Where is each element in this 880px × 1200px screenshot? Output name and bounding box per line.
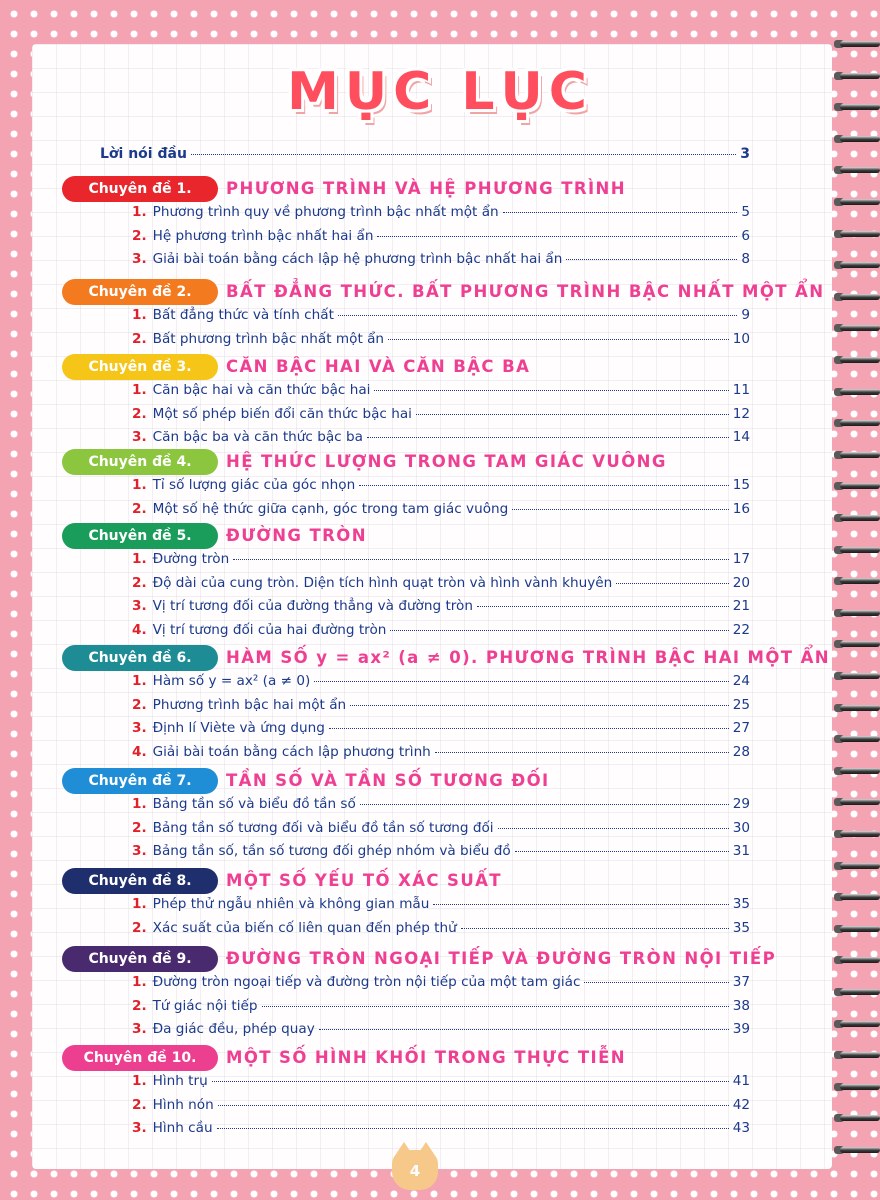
toc-entry[interactable] [132, 720, 750, 742]
toc-entry[interactable] [132, 896, 750, 918]
wire-coil [840, 389, 880, 395]
entry-number: 3. [132, 1120, 147, 1136]
entry-number: 2. [132, 696, 147, 713]
entry-page: 15 [732, 477, 750, 493]
page-title: MỤC LỤC [287, 62, 593, 122]
spiral-ring [834, 386, 880, 398]
entry-page: 27 [732, 720, 750, 736]
spiral-ring [834, 322, 880, 334]
entry-text: Phương trình bậc hai một ẩn [152, 696, 347, 713]
dot-leader [217, 1128, 729, 1129]
entry-page: 43 [732, 1120, 750, 1136]
entry-number: 1. [132, 551, 147, 567]
dot-leader [433, 904, 728, 905]
spiral-ring [834, 1144, 880, 1156]
spiral-ring [834, 923, 880, 935]
toc-entry[interactable] [132, 1021, 750, 1043]
dot-leader [461, 928, 729, 929]
dot-leader [512, 509, 728, 510]
dot-leader [477, 606, 729, 607]
entry-text: Phép thử ngẫu nhiên và không gian mẫu [152, 896, 430, 912]
entry-number: 2. [132, 819, 147, 836]
entry-number: 2. [132, 997, 147, 1014]
spiral-ring [834, 986, 880, 998]
wire-coil [840, 41, 880, 47]
entry-text: Một số hệ thức giữa cạnh, góc trong tam giác vuông [152, 500, 509, 517]
dot-leader [584, 982, 728, 983]
entry-page: 24 [732, 673, 750, 689]
entry-page: 8 [741, 251, 750, 267]
spiral-ring [834, 480, 880, 492]
toc-entry[interactable] [132, 673, 750, 695]
wire-coil [840, 199, 880, 205]
dot-leader [233, 559, 728, 560]
entry-text: Tứ giác nội tiếp [152, 997, 258, 1014]
wire-coil [840, 357, 880, 363]
toc-entry[interactable] [132, 429, 750, 451]
toc-entry[interactable] [132, 598, 750, 620]
wire-coil [840, 894, 880, 900]
entry-number: 1. [132, 673, 147, 689]
entry-page: 17 [732, 551, 750, 567]
spiral-ring [834, 354, 880, 366]
topic-label-pill[interactable]: Chuyên đề 7. [62, 768, 218, 794]
entry-number: 3. [132, 843, 147, 859]
dot-leader [314, 681, 728, 682]
wire-coil [840, 989, 880, 995]
wire-coil [840, 1052, 880, 1058]
spiral-ring [834, 259, 880, 271]
topic-title: BẤT ĐẲNG THỨC. BẤT PHƯƠNG TRÌNH BẬC NHẤT MỘT ẨN [226, 282, 825, 301]
spiral-ring [834, 828, 880, 840]
spiral-ring [834, 228, 880, 240]
entry-page: 37 [732, 974, 750, 990]
dot-leader [377, 236, 737, 237]
toc-entry[interactable] [132, 622, 750, 644]
dot-leader [218, 1105, 729, 1106]
entry-page: 9 [741, 307, 750, 323]
toc-entry[interactable] [132, 204, 750, 226]
entry-text: Vị trí tương đối của hai đường tròn [152, 621, 387, 638]
toc-entry[interactable] [132, 697, 750, 719]
toc-entry[interactable] [132, 382, 750, 404]
wire-coil [840, 1084, 880, 1090]
spiral-ring [834, 544, 880, 556]
entry-page: 39 [732, 1021, 750, 1037]
entry-text: Đường tròn ngoại tiếp và đường tròn nội tiếp của một tam giác [152, 974, 581, 990]
entry-page: 22 [732, 621, 750, 638]
toc-entry[interactable] [132, 575, 750, 597]
topic-title: ĐƯỜNG TRÒN [226, 526, 367, 545]
entry-number: 2. [132, 500, 147, 517]
entry-text: Hàm số y = ax² (a ≠ 0) [152, 673, 311, 689]
dot-leader [416, 414, 729, 415]
entry-text: Giải bài toán bằng cách lập hệ phương trình bậc nhất hai ẩn [152, 251, 563, 267]
preface-page: 3 [740, 146, 750, 162]
entry-page: 28 [732, 743, 750, 760]
dot-leader [616, 583, 728, 584]
entry-page: 6 [741, 227, 750, 244]
wire-coil [840, 673, 880, 679]
spiral-ring [834, 575, 880, 587]
topic-label-pill[interactable]: Chuyên đề 8. [62, 868, 218, 894]
entry-page: 30 [732, 819, 750, 836]
spiral-ring [834, 1049, 880, 1061]
topic-title: MỘT SỐ YẾU TỐ XÁC SUẤT [226, 871, 502, 890]
spiral-ring [834, 954, 880, 966]
wire-coil [840, 799, 880, 805]
toc-entry[interactable] [132, 551, 750, 573]
topic-label-pill[interactable]: Chuyên đề 1. [62, 176, 218, 202]
entry-text: Bất phương trình bậc nhất một ẩn [152, 330, 385, 347]
entry-text: Bảng tần số tương đối và biểu đồ tần số tương đối [152, 819, 494, 836]
dot-leader [262, 1006, 729, 1007]
entry-number: 1. [132, 382, 147, 398]
spiral-ring [834, 133, 880, 145]
entry-page: 11 [732, 382, 750, 398]
wire-coil [840, 705, 880, 711]
toc-entry[interactable] [132, 974, 750, 996]
spiral-ring [834, 638, 880, 650]
entry-number: 1. [132, 896, 147, 912]
entry-number: 3. [132, 1021, 147, 1037]
spiral-ring [834, 1112, 880, 1124]
dot-leader [191, 154, 736, 155]
spiral-ring [834, 733, 880, 745]
spiral-ring [834, 765, 880, 777]
entry-number: 2. [132, 405, 147, 422]
entry-number: 2. [132, 330, 147, 347]
spiral-ring [834, 891, 880, 903]
wire-coil [840, 736, 880, 742]
wire-coil [840, 641, 880, 647]
entry-number: 4. [132, 743, 147, 760]
entry-page: 29 [732, 796, 750, 812]
spiral-ring [834, 164, 880, 176]
entry-page: 35 [732, 919, 750, 936]
spiral-ring [834, 860, 880, 872]
wire-coil [840, 420, 880, 426]
toc-entry[interactable] [132, 998, 750, 1020]
entry-number: 2. [132, 227, 147, 244]
entry-number: 3. [132, 598, 147, 614]
entry-page: 20 [732, 574, 750, 591]
entry-text: Định lí Viète và ứng dụng [152, 720, 325, 736]
entry-page: 35 [732, 896, 750, 912]
entry-page: 38 [732, 997, 750, 1014]
dot-leader [498, 828, 729, 829]
entry-text: Giải bài toán bằng cách lập phương trình [152, 743, 431, 760]
entry-number: 1. [132, 974, 147, 990]
spiral-ring [834, 291, 880, 303]
toc-entry[interactable] [132, 843, 750, 865]
wire-coil [840, 1021, 880, 1027]
entry-page: 16 [732, 500, 750, 517]
toc-entry[interactable] [132, 1073, 750, 1095]
toc-entry[interactable] [132, 307, 750, 329]
spiral-ring [834, 196, 880, 208]
wire-coil [840, 610, 880, 616]
entry-number: 1. [132, 796, 147, 812]
entry-page: 41 [732, 1073, 750, 1089]
dot-leader [350, 705, 729, 706]
wire-coil [840, 231, 880, 237]
entry-number: 3. [132, 251, 147, 267]
wire-coil [840, 262, 880, 268]
entry-number: 3. [132, 720, 147, 736]
dot-leader [212, 1081, 729, 1082]
wire-coil [840, 515, 880, 521]
entry-text: Bảng tần số, tần số tương đối ghép nhóm và biểu đồ [152, 843, 511, 859]
entry-page: 5 [741, 204, 750, 220]
entry-text: Đa giác đều, phép quay [152, 1021, 315, 1037]
topic-label-pill[interactable]: Chuyên đề 10. [62, 1045, 218, 1071]
entry-text: Hình cầu [152, 1120, 213, 1136]
entry-text: Độ dài của cung tròn. Diện tích hình quạt tròn và hình vành khuyên [152, 574, 613, 591]
entry-number: 1. [132, 1073, 147, 1089]
topic-title: CĂN BẬC HAI VÀ CĂN BẬC BA [226, 357, 531, 376]
entry-number: 2. [132, 574, 147, 591]
entry-page: 21 [732, 598, 750, 614]
spiral-ring [834, 607, 880, 619]
entry-page: 31 [732, 843, 750, 859]
toc-entry[interactable] [132, 820, 750, 842]
spiral-ring [834, 449, 880, 461]
entry-text: Bảng tần số và biểu đồ tần số [152, 796, 356, 812]
entry-text: Hệ phương trình bậc nhất hai ẩn [152, 227, 374, 244]
dot-leader [319, 1029, 729, 1030]
wire-coil [840, 863, 880, 869]
toc-entry[interactable] [132, 406, 750, 428]
wire-coil [840, 483, 880, 489]
toc-entry[interactable] [132, 501, 750, 523]
entry-page: 25 [732, 696, 750, 713]
wire-coil [840, 1115, 880, 1121]
topic-title: MỘT SỐ HÌNH KHỐI TRONG THỰC TIỄN [226, 1048, 626, 1067]
wire-coil [840, 957, 880, 963]
spiral-ring [834, 1081, 880, 1093]
spiral-ring [834, 702, 880, 714]
topic-title: ĐƯỜNG TRÒN NGOẠI TIẾP VÀ ĐƯỜNG TRÒN NỘI TIẾP [226, 949, 777, 968]
toc-entry[interactable] [132, 477, 750, 499]
topic-title: HỆ THỨC LƯỢNG TRONG TAM GIÁC VUÔNG [226, 452, 667, 471]
wire-coil [840, 452, 880, 458]
entry-text: Xác suất của biến cố liên quan đến phép thử [152, 919, 457, 936]
entry-number: 1. [132, 477, 147, 493]
entry-page: 12 [732, 405, 750, 422]
dot-leader [390, 630, 728, 631]
entry-text: Vị trí tương đối của đường thẳng và đường tròn [152, 598, 473, 614]
wire-coil [840, 831, 880, 837]
topic-label-pill[interactable]: Chuyên đề 3. [62, 354, 218, 380]
entry-text: Căn bậc ba và căn thức bậc ba [152, 429, 363, 445]
entry-text: Hình nón [152, 1096, 214, 1113]
entry-text: Đường tròn [152, 551, 230, 567]
wire-coil [840, 578, 880, 584]
wire-coil [840, 136, 880, 142]
toc-entry[interactable] [132, 228, 750, 250]
spiral-ring [834, 670, 880, 682]
topic-title: HÀM SỐ y = ax² (a ≠ 0). PHƯƠNG TRÌNH BẬC HAI MỘT ẨN [226, 648, 830, 667]
preface-entry[interactable] [100, 146, 750, 168]
dot-leader [367, 437, 729, 438]
entry-text: Phương trình quy về phương trình bậc nhất một ẩn [152, 204, 499, 220]
entry-text: Tỉ số lượng giác của góc nhọn [152, 477, 356, 493]
dot-leader [388, 339, 729, 340]
entry-page: 42 [732, 1096, 750, 1113]
dot-leader [360, 804, 729, 805]
topic-label-pill[interactable]: Chuyên đề 9. [62, 946, 218, 972]
dot-leader [338, 315, 737, 316]
page-number-badge: 4 [392, 1150, 438, 1190]
wire-coil [840, 1147, 880, 1153]
entry-number: 2. [132, 1096, 147, 1113]
dot-leader [515, 851, 729, 852]
entry-number: 2. [132, 919, 147, 936]
toc-entry[interactable] [132, 920, 750, 942]
toc-entry[interactable] [132, 331, 750, 353]
preface-label: Lời nói đầu [100, 146, 187, 162]
topic-label-pill[interactable]: Chuyên đề 6. [62, 645, 218, 671]
entry-page: 14 [732, 429, 750, 445]
entry-text: Bất đẳng thức và tính chất [152, 307, 334, 323]
topic-label-pill[interactable]: Chuyên đề 4. [62, 449, 218, 475]
entry-number: 1. [132, 204, 147, 220]
spiral-ring [834, 417, 880, 429]
wire-coil [840, 926, 880, 932]
entry-page: 10 [732, 330, 750, 347]
entry-text: Hình trụ [152, 1073, 208, 1089]
toc-entry[interactable] [132, 796, 750, 818]
entry-number: 3. [132, 429, 147, 445]
dot-leader [374, 390, 728, 391]
dot-leader [329, 728, 729, 729]
spiral-ring [834, 796, 880, 808]
spiral-ring [834, 512, 880, 524]
topic-label-pill[interactable]: Chuyên đề 5. [62, 523, 218, 549]
wire-coil [840, 768, 880, 774]
toc-entry[interactable] [132, 1120, 750, 1142]
entry-text: Căn bậc hai và căn thức bậc hai [152, 382, 371, 398]
spiral-ring [834, 1018, 880, 1030]
spiral-binding [826, 0, 880, 1200]
entry-number: 4. [132, 621, 147, 638]
entry-number: 1. [132, 307, 147, 323]
dot-leader [503, 212, 738, 213]
dot-leader [566, 259, 737, 260]
wire-coil [840, 294, 880, 300]
entry-text: Một số phép biến đổi căn thức bậc hai [152, 405, 412, 422]
toc-entry[interactable] [132, 744, 750, 766]
wire-coil [840, 167, 880, 173]
dot-leader [435, 752, 729, 753]
wire-coil [840, 547, 880, 553]
toc-entry[interactable] [132, 251, 750, 273]
toc-entry[interactable] [132, 1097, 750, 1119]
topic-title: PHƯƠNG TRÌNH VÀ HỆ PHƯƠNG TRÌNH [226, 179, 626, 198]
wire-coil [840, 325, 880, 331]
dot-leader [359, 485, 728, 486]
topic-label-pill[interactable]: Chuyên đề 2. [62, 279, 218, 305]
topic-title: TẦN SỐ VÀ TẦN SỐ TƯƠNG ĐỐI [226, 771, 550, 790]
spiral-ring [834, 38, 880, 50]
